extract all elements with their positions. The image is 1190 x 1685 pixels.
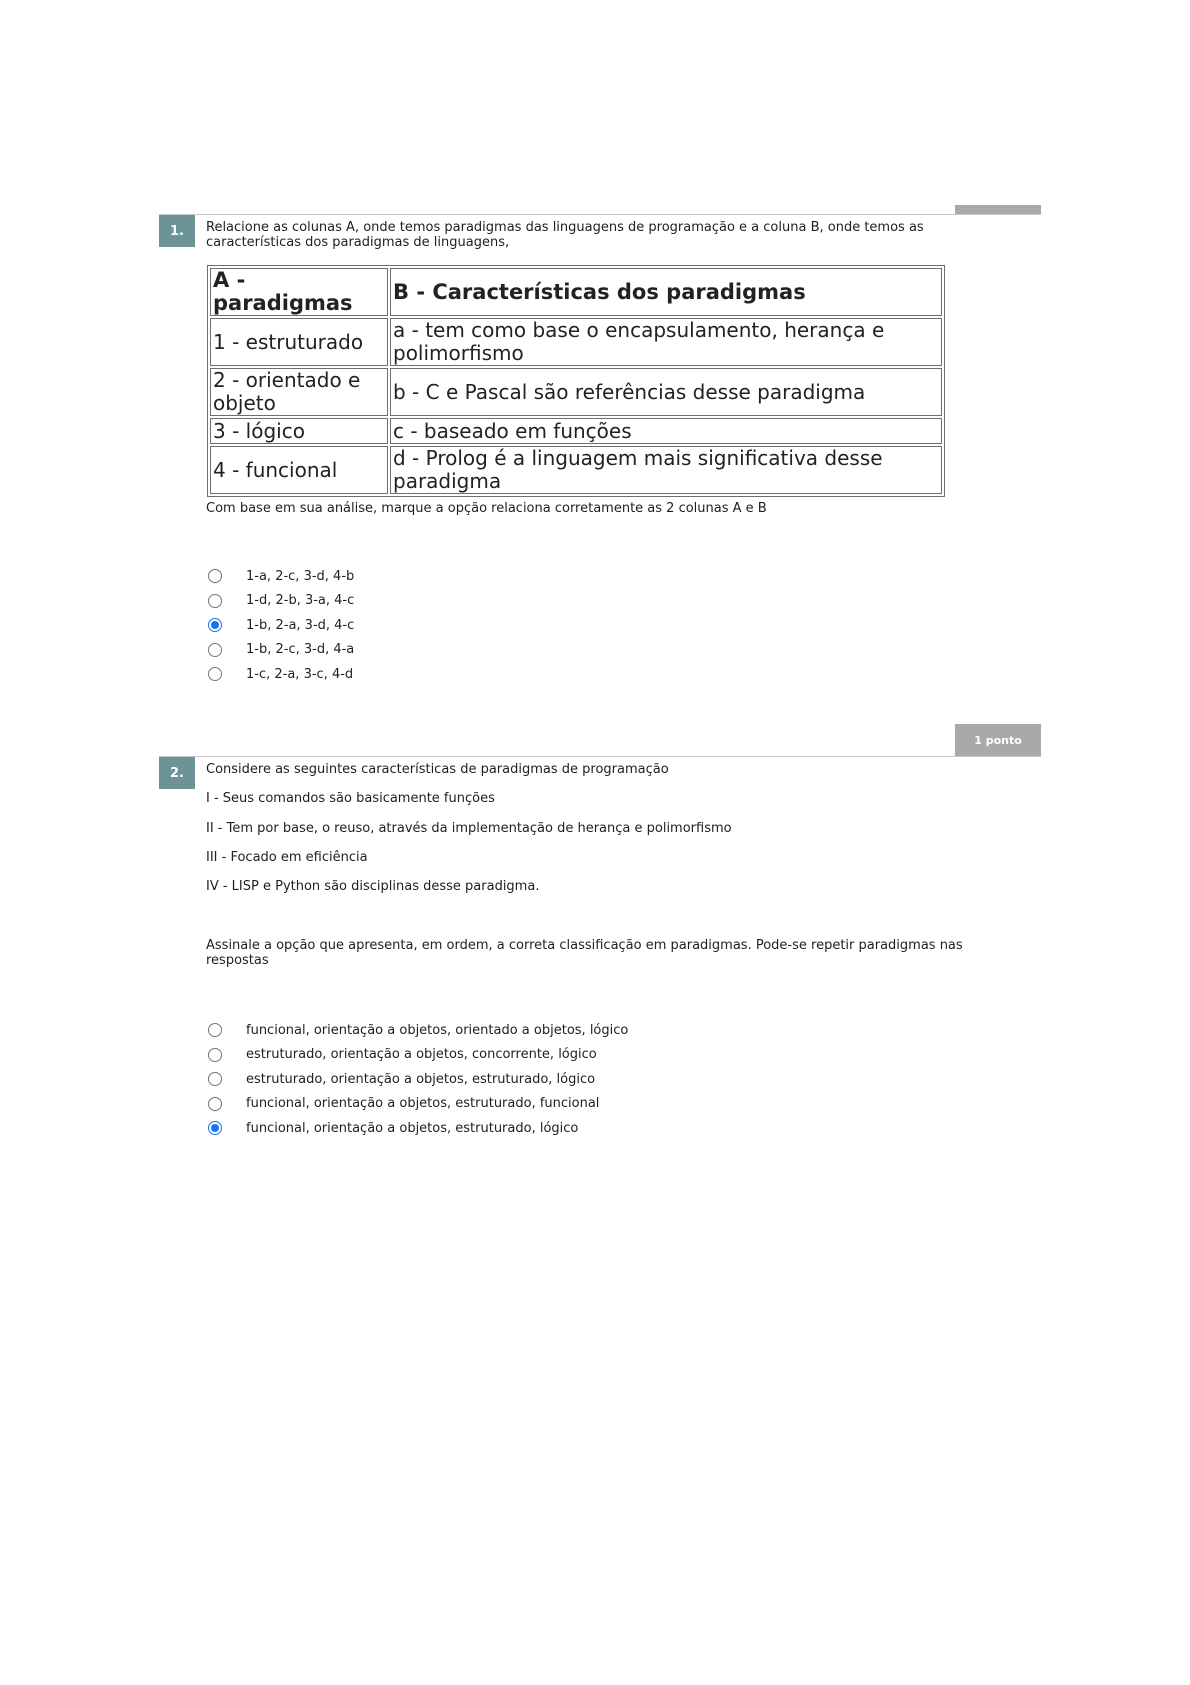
option-label: 1-d, 2-b, 3-a, 4-c	[246, 593, 355, 609]
table-cell-b: a - tem como base o encapsulamento, herança e polimorfismo	[390, 318, 942, 366]
radio-button[interactable]	[208, 594, 222, 608]
table-cell-a: 1 - estruturado	[210, 318, 388, 366]
option-item[interactable]	[208, 1067, 628, 1092]
table-row	[210, 418, 942, 444]
option-item[interactable]	[208, 613, 354, 638]
question-2-number-badge: 2.	[159, 757, 195, 789]
radio-button[interactable]	[208, 667, 222, 681]
option-label: funcional, orientação a objetos, orientado a objetos, lógico	[246, 1022, 629, 1038]
option-label: 1-a, 2-c, 3-d, 4-b	[246, 568, 355, 584]
radio-button[interactable]	[208, 569, 222, 583]
question-2-options	[208, 1018, 628, 1141]
option-label: 1-b, 2-c, 3-d, 4-a	[246, 642, 355, 658]
table-row	[210, 446, 942, 494]
radio-button-selected[interactable]	[208, 618, 222, 632]
table-cell-b: c - baseado em funções	[390, 418, 942, 444]
option-item[interactable]	[208, 1092, 628, 1117]
points-tab-placeholder	[955, 205, 1041, 214]
table-cell-a: 3 - lógico	[210, 418, 388, 444]
radio-button[interactable]	[208, 643, 222, 657]
table-header-a: A - paradigmas	[210, 268, 388, 316]
question-2-item: I - Seus comandos são basicamente funções	[206, 791, 495, 806]
option-item[interactable]	[208, 1043, 628, 1068]
option-label: estruturado, orientação a objetos, estruturado, lógico	[246, 1071, 596, 1087]
table-cell-a: 4 - funcional	[210, 446, 388, 494]
option-label: funcional, orientação a objetos, estruturado, lógico	[246, 1120, 579, 1136]
option-item[interactable]	[208, 662, 354, 687]
option-item[interactable]	[208, 1116, 628, 1141]
radio-button[interactable]	[208, 1072, 222, 1086]
table-cell-a: 2 - orientado e objeto	[210, 368, 388, 416]
question-1-prompt: Relacione as colunas A, onde temos paradigmas das linguagens de programação e a coluna B, onde temos as características dos paradigmas de linguagens,	[206, 220, 924, 250]
table-header-b: B - Características dos paradigmas	[390, 268, 942, 316]
table-cell-b: b - C e Pascal são referências desse paradigma	[390, 368, 942, 416]
question-1-number-badge: 1.	[159, 215, 195, 247]
table-row	[210, 318, 942, 366]
option-item[interactable]	[208, 564, 354, 589]
radio-button-selected[interactable]	[208, 1121, 222, 1135]
question-2-item: II - Tem por base, o reuso, através da implementação de herança e polimorfismo	[206, 821, 732, 836]
option-item[interactable]	[208, 589, 354, 614]
radio-button[interactable]	[208, 1023, 222, 1037]
question-1-divider	[159, 214, 1041, 215]
radio-button[interactable]	[208, 1048, 222, 1062]
option-label: 1-c, 2-a, 3-c, 4-d	[246, 666, 354, 682]
table-header-row	[210, 268, 942, 316]
question-1-instruction: Com base em sua análise, marque a opção relaciona corretamente as 2 colunas A e B	[206, 501, 767, 516]
points-tab: 1 ponto	[955, 724, 1041, 756]
option-item[interactable]	[208, 1018, 628, 1043]
radio-button[interactable]	[208, 1097, 222, 1111]
option-label: 1-b, 2-a, 3-d, 4-c	[246, 617, 355, 633]
question-2-item: III - Focado em eficiência	[206, 850, 368, 865]
columns-table	[207, 265, 945, 497]
table-row	[210, 368, 942, 416]
question-2-divider	[159, 756, 1041, 757]
question-2-item: IV - LISP e Python são disciplinas desse paradigma.	[206, 879, 540, 894]
question-1-options	[208, 564, 354, 687]
option-label: funcional, orientação a objetos, estruturado, funcional	[246, 1096, 600, 1112]
option-label: estruturado, orientação a objetos, concorrente, lógico	[246, 1047, 597, 1063]
question-2-instruction: Assinale a opção que apresenta, em ordem, a correta classificação em paradigmas. Pode-se repetir paradigmas nas respostas	[206, 938, 963, 968]
table-cell-b: d - Prolog é a linguagem mais significativa desse paradigma	[390, 446, 942, 494]
question-2-prompt: Considere as seguintes características de paradigmas de programação	[206, 762, 669, 777]
option-item[interactable]	[208, 638, 354, 663]
